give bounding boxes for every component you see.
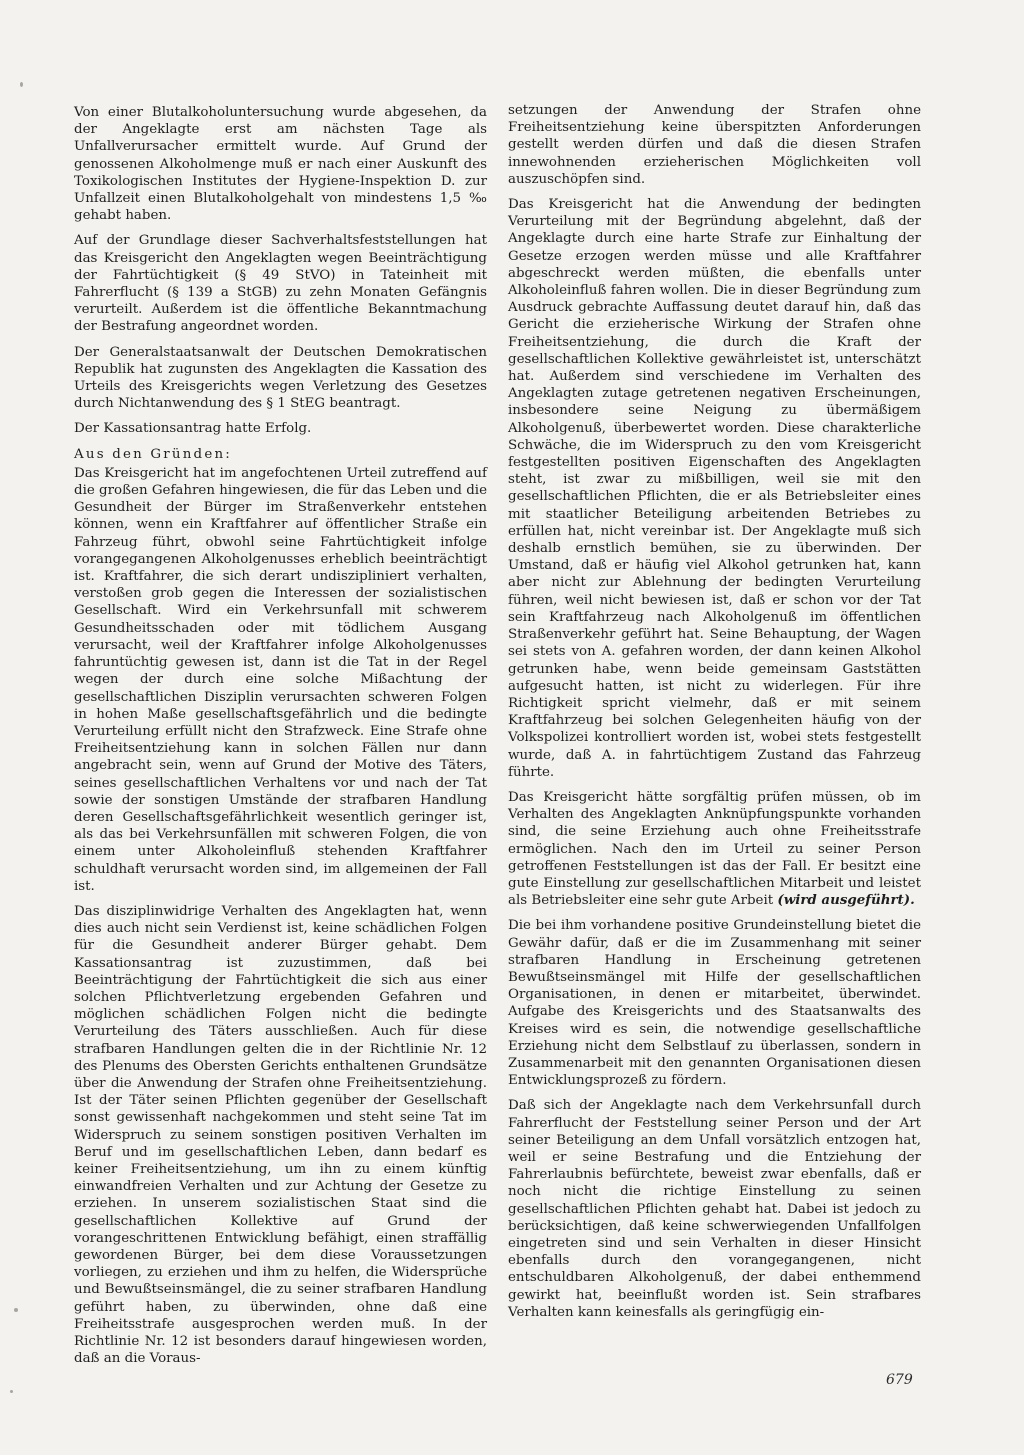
emphasis-note: (wird ausgeführt). [777, 892, 915, 909]
paragraph-blood-alcohol: Von einer Blutalkoholuntersuchung wurde abgesehen, da der Angeklagte erst am nächsten Tage als Unfallverursacher ermittelt wurde. Auf Grund der genossenen Alkoholmenge muß er nach einer Auskunft des Toxikologischen Institutes der Hygiene-Inspektion D. zur Unfallzeit einen Blutalkoholgehalt von mindestens 1,5 ‰ gehabt haben. [74, 105, 487, 224]
scan-speck [20, 82, 23, 87]
paragraph-dangers-traffic: Das Kreisgericht hat im angefochtenen Urteil zutreffend auf die großen Gefahren hingewiesen, die für das Leben und die Gesundheit der Bürger im Straßenverkehr entstehen können, wenn ein Kraftfahrer auf öffentlicher Straße ein Fahrzeug führt, obwohl seine Fahrtüchtigkeit infolge vorangegangenen Alkoholgenusses erheblich beeinträchtigt ist. Kraftfahrer, die sich derart undiszipliniert verhalten, verstoßen grob gegen die Interessen der sozialistischen Gesellschaft. Wird ein Verkehrsunfall mit schwerem Gesundheitsschaden oder mit tödlichem Ausgang verursacht, weil der Kraftfahrer infolge Alkoholgenusses fahruntüchtig gewesen ist, dann ist die Tat in der Regel wegen der durch eine solche Mißachtung der gesellschaftlichen Disziplin verursachten schweren Folgen in hohen Maße gesellschaftsgefährlich und die bedingte Verurteilung erfüllt nicht den Strafzweck. Eine Strafe ohne Freiheitsentziehung kann in solchen Fällen nur dann angebracht sein, wenn auf Grund der Motive des Täters, seines gesellschaftlichen Verhaltens vor und nach der Tat sowie der sonstigen Umstände der strafbaren Handlung deren Gesellschaftsgefährlichkeit wesentlich geringer ist, als das bei Verkehrsunfällen mit schweren Folgen, die von einem unter Alkoholeinfluß stehenden Kraftfahrer schuldhaft verursacht worden sind, im allgemeinen der Fall ist. [74, 465, 487, 894]
page-number: 679 [886, 1372, 913, 1388]
paragraph-cassation-success: Der Kassationsantrag hatte Erfolg. [74, 421, 312, 437]
scan-speck [10, 1390, 13, 1393]
paragraph-continuation: setzungen der Anwendung der Strafen ohne Freiheitsentziehung keine überspitzten Anforderungen gestellt werden dürfen und daß die diesen Strafen innewohnenden erzieherischen Möglichkeiten voll auszuschöpfen sind. [508, 103, 921, 187]
paragraph-cassation-request: Der Generalstaatsanwalt der Deutschen Demokratischen Republik hat zugunsten des Angeklagten die Kassation des Urteils des Kreisgerichts wegen Verletzung des Gesetzes durch Nichtanwendung des § 1 StEG beantragt. [74, 344, 487, 412]
paragraph-hit-and-run: Daß sich der Angeklagte nach dem Verkehrsunfall durch Fahrerflucht der Feststellung seiner Person und der Art seiner Beteiligung an dem Unfall vorsätzlich entzogen hat, weil er seine Bestrafung und die Entziehung der Fahrerlaubnis befürchtete, beweist zwar ebenfalls, daß er noch nicht die richtige Einstellung zu seinen gesellschaftlichen Pflichten gehabt hat. Dabei ist jedoch zu berücksichtigen, daß keine schwerwiegenden Unfallfolgen eingetreten sind und sein Verhalten in dieser Hinsicht ebenfalls durch den vorangegangenen, nicht entschuldbaren Alkoholgenuß, der dabei enthemmend gewirkt hat, beeinflußt worden ist. Sein strafbares Verhalten kann keinesfalls als geringfügig ein- [508, 1098, 921, 1320]
section-heading-reasons: Aus den Gründen: [74, 446, 232, 462]
paragraph-careful-review [508, 789, 921, 909]
paragraph-positive-attitude: Die bei ihm vorhandene positive Grundeinstellung bietet die Gewähr dafür, daß er die im Zusammenhang mit seiner strafbaren Handlung in Erscheinung getretenen Bewußtseinsmängel mit Hilfe der gesellschaftlichen Organisationen, in denen er mitarbeitet, überwindet. Aufgabe des Kreisgerichts und des Staatsanwalts des Kreises wird es sein, die notwendige gesellschaftliche Erziehung nicht dem Selbstlauf zu überlassen, sondern in Zusammenarbeit mit den genannten Organisationen diesen Entwicklungsprozeß zu fördern. [508, 918, 921, 1089]
scan-speck [14, 1308, 18, 1312]
paragraph-undisciplined-behavior: Das disziplinwidrige Verhalten des Angeklagten hat, wenn dies auch nicht sein Verdienst ist, keine schädlichen Folgen für die Gesundheit anderer Bürger gehabt. Dem Kassationsantrag ist zuzustimmen, daß bei Beeinträchtigung der Fahrtüchtigkeit die sich aus einer solchen Pflichtverletzung ergebenden Gefahren und möglichen schädlichen Folgen nicht die bedingte Verurteilung des Täters ausschließen. Auch für diese strafbaren Handlungen gelten die in der Richtlinie Nr. 12 des Plenums des Obersten Gerichts enthaltenen Grundsätze über die Anwendung der Strafen ohne Freiheitsentziehung. Ist der Täter seinen Pflichten gegenüber der Gesellschaft sonst gewissenhaft nachgekommen und steht seine Tat im Widerspruch zu seinem sonstigen positiven Verhalten im Beruf und im gesellschaftlichen Leben, dann bedarf es keiner Freiheitsentziehung, um ihn zu einem künftig einwandfreien Verhalten und zur Achtung der Gesetze zu erziehen. In unserem sozialistischen Staat sind die gesellschaftlichen Kollektive auf Grund der vorangeschrittenen Entwicklung befähigt, einen straffällig gewordenen Bürger, bei dem diese Voraussetzungen vorliegen, zu erziehen und ihm zu helfen, die Widersprüche und Bewußtseinsmängel, die zu seiner strafbaren Handlung geführt haben, zu überwinden, ohne daß eine Freiheitsstrafe ausgesprochen werden muß. In der Richtlinie Nr. 12 ist besonders darauf hingewiesen worden, daß an die Voraus- [74, 903, 487, 1367]
paragraph-careful-review-text: Das Kreisgericht hätte sorgfältig prüfen müssen, ob im Verhalten des Angeklagten Anknüpfungspunkte vorhanden sind, die seine Erziehung auch ohne Freiheitsstrafe ermöglichen. Nach den im Urteil zu seiner Person getroffenen Feststellungen ist das der Fall. Er besitzt eine gute Einstellung zur gesellschaftlichen Mitarbeit und leistet als Betriebsleiter eine sehr gute Arbeit [508, 789, 921, 909]
paragraph-conditional-sentence: Das Kreisgericht hat die Anwendung der bedingten Verurteilung mit der Begründung abgelehnt, daß der Angeklagte durch eine harte Strafe zur Einhaltung der Gesetze erzogen werden müsse und alle Kraftfahrer abgeschreckt werden müßten, die ebenfalls unter Alkoholeinfluß fahren wollen. Die in dieser Begründung zum Ausdruck gebrachte Auffassung deutet darauf hin, daß das Gericht die erzieherische Wirkung der Strafen ohne Freiheitsentziehung, die durch die Kraft der gesellschaftlichen Kollektive gewährleistet ist, unterschätzt hat. Außerdem sind verschiedene im Verhalten des Angeklagten zutage getretenen negativen Erscheinungen, insbesondere seine Neigung zu übermäßigem Alkoholgenuß, überbewertet worden. Diese charakterliche Schwäche, die im Widerspruch zu den vom Kreisgericht festgestellten positiven Eigenschaften des Angeklagten steht, ist zwar zu mißbilligen, weil sie mit den gesellschaftlichen Pflichten, die er als Betriebsleiter eines mit staatlicher Beteiligung arbeitenden Betriebes zu erfüllen hat, nicht vereinbar ist. Der Angeklagte muß sich deshalb ernstlich bemühen, sie zu überwinden. Der Umstand, daß er häufig viel Alkohol getrunken hat, kann aber nicht zur Ablehnung der bedingten Verurteilung führen, weil nicht bewiesen ist, daß er schon vor der Tat sein Kraftfahrzeug nach Alkoholgenuß im öffentlichen Straßenverkehr geführt hat. Seine Behauptung, der Wagen sei stets von A. gefahren worden, der dann keinen Alkohol getrunken habe, wenn beide gemeinsam Gaststätten aufgesucht hatten, ist nicht zu widerlegen. Für ihre Richtigkeit spricht vielmehr, daß er mit seinem Kraftfahrzeug bei solchen Gelegenheiten häufig von der Volkspolizei kontrolliert worden ist, wobei stets festgestellt wurde, daß A. in fahrtüchtigem Zustand das Fahrzeug führte. [508, 197, 921, 780]
right-column [508, 102, 921, 1329]
paragraph-district-court-verdict: Auf der Grundlage dieser Sachverhaltsfeststellungen hat das Kreisgericht den Angeklagten wegen Beeinträchtigung der Fahrtüchtigkeit (§ 49 StVO) in Tateinheit mit Fahrerflucht (§ 139 a StGB) zu zehn Monaten Gefängnis verurteilt. Außerdem ist die öffentliche Bekanntmachung der Bestrafung angeordnet worden. [74, 233, 487, 335]
left-column [74, 104, 487, 1375]
